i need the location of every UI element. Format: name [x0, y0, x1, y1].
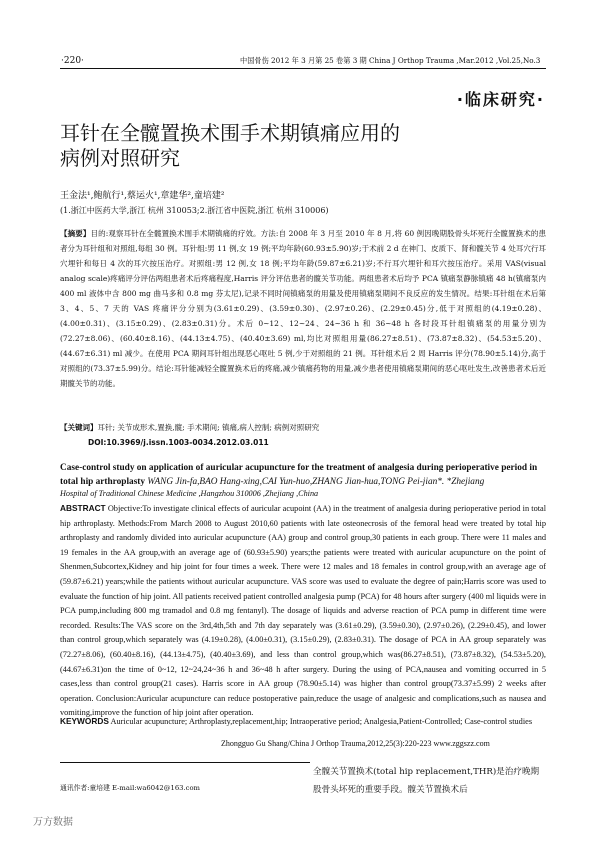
english-affiliation: Hospital of Traditional Chinese Medicine ,Hangzhou 310006 ,Zhejiang ,China	[60, 489, 319, 498]
en-keywords-label: KEYWORDS	[60, 716, 109, 726]
footnote-rule	[60, 762, 310, 763]
corresponding-author-footnote: 通讯作者:童培建 E-mail:wa6042@163.com	[60, 784, 200, 792]
cn-abstract-label: 【摘要】	[60, 229, 91, 238]
english-abstract	[60, 501, 546, 721]
cn-abstract-text: 目的:观察耳针在全髋置换术围手术期镇痛的疗效。方法:自 2008 年 3 月至 2010 年 8 月,将 60 例因晚期股骨头坏死行全髋置换术的患者分为耳针组和对照组,每组 30 例。耳针组:男 11 例,女 19 例;平均年龄(60.93±5.90)岁;于术前 2 d 在神门、皮质下、肾和髋关节 4 处耳穴行耳穴埋针和每日 4 次的耳穴按压治疗。对照组:男 12 例,女 18 例;平均年龄(59.87±6.21)岁;不行耳穴埋针和耳穴按压治疗。采用 VAS(visual analog scale)疼痛评分评估两组患者术后疼痛程度,Harris 评分评估患者的髋关节功能。两组患者术后均予 PCA 镇痛泵静脉镇痛 48 h(镇痛泵内 400 ml 液体中含 800 mg 曲马多和 0.8 mg 芬太尼),记录不同时间镇痛泵的用量及使用镇痛泵期间不良反应的发生情况。结果:耳针组在术后第 3、4、5、7 天的 VAS 疼痛评分分别为(3.61±0.29)、(3.59±0.30)、(2.97±0.26)、(2.29±0.45)分,低于对照组的(4.19±0.28)、(4.00±0.31)、(3.15±0.29)、(2.83±0.31)分。术后 0~12、12~24、24~36 h 和 36~48 h 各时段耳针组镇痛泵的用量分别为(72.27±8.06)、(60.40±8.16)、(44.13±4.75)、(40.40±3.69) ml,均比对照组用量(86.27±8.51)、(73.87±8.32)、(54.53±5.20)、(44.67±6.31) ml 减少。在使用 PCA 期间耳针组出现恶心呕吐 5 例,少于对照组的 21 例。耳针组术后 2 周 Harris 评分(78.90±5.14)分,高于对照组的(73.37±5.99)分。结论:耳针能减轻全髋置换术后的疼痛,减少镇痛药物的用量,减少患者使用镇痛泵期间的恶心呕吐发生,改善患者术后近期髋关节的功能。	[60, 229, 546, 388]
en-keywords-text: Auricular acupuncture; Arthroplasty,replacement,hip; Intraoperative period; Analgesia,Patient-Controlled; Case-control studies	[110, 717, 533, 726]
author-list: 王金法¹,鲍航行¹,蔡运火¹,章建华²,童培建²	[60, 191, 225, 201]
page-number: ·220·	[61, 56, 84, 66]
affiliation: (1.浙江中医药大学,浙江 杭州 310053;2.浙江省中医院,浙江 杭州 310006)	[60, 206, 329, 215]
cn-keywords-label: 【关键词】	[60, 423, 98, 432]
section-label: ·临床研究·	[456, 90, 545, 109]
english-authors: WANG Jin-fa,BAO Hang-xing,CAI Yun-huo,ZHANG Jian-hua,TONG Pei-jian*. *Zhejiang	[147, 477, 485, 487]
citation-line: Zhongguo Gu Shang/China J Orthop Trauma,2012,25(3):220-223 www.zggszz.com	[221, 739, 490, 748]
en-abstract-text: Objective:To investigate clinical effects of auricular acupoint (AA) in the treatment of analgesia during perioperative period in total hip arthroplasty. Methods:From March 2008 to August 2010,60 patients with late osteonecrosis of the femoral head were treated by total hip arthroplasty and randomly divided into auricular acupuncture (AA) group and control group,30 patients in each group. There were 11 males and 19 females in the AA group,with an average age of (60.93±5.90) years;the patients were treated with auricular acupuncture on the point of Shenmen,Subcortex,Kidney and hip joint for four times a week. There were 12 males and 18 females in control group,with an average age of (59.87±6.21) years;while the patients without auricular acupuncture. VAS score was used to evaluate the degree of pain;Harris score was used to evaluate the function of hip joint. All patients received patient controlled analgesia pump (PCA) for 48 hours after surgery (400 ml liquids were in PCA pump,including 800 mg tramadol and 0.8 mg fentanyl). The dosage of liquids and adverse reaction of PCA pump in different time were recorded. Results:The VAS score on the 3rd,4th,5th and 7th day separately was (3.61±0.29), (3.59±0.30), (2.97±0.26), (2.29±0.45), and lower than control group,which separately was (4.19±0.28), (4.00±0.31), (3.15±0.29), (2.83±0.31). The dosage of PCA in AA group separately was (72.27±8.06), (60.40±8.16), (44.13±4.75), (40.40±3.69), and less than control group,which was(86.27±8.51), (73.87±8.32), (54.53±5.20), (44.67±6.31)on the time of 0~12, 12~24,24~36 h and 36~48 h after surgery. During the using of PCA,nausea and vomiting occurred in 5 cases,less than control group(21 cases). Harris score in AA group (78.90±5.14) was higher than control group(73.37±5.99) 2 weeks after operation. Conclusion:Auricular acupuncture can reduce postoperative pain,reduce the usage of analgesic and complications,such as nausea and vomiting,improve the function of hip joint after operation.	[60, 504, 547, 718]
title-line-2: 病例对照研究	[60, 146, 180, 170]
cn-keywords-text: 耳针; 关节成形术,置换,髋; 手术期间; 镇痛,病人控制; 病例对照研究	[97, 423, 320, 432]
journal-header: 中国骨伤 2012 年 3 月第 25 卷第 3 期 China J Orthop Trauma ,Mar.2012 ,Vol.25,No.3	[240, 56, 541, 65]
article-title	[60, 121, 400, 171]
english-title: Case-control study on application of auricular acupuncture for the treatment of analgesia during perioperative period in total hip arthroplasty	[60, 463, 538, 487]
chinese-abstract	[60, 226, 546, 391]
doi: DOI:10.3969/j.issn.1003-0034.2012.03.011	[88, 438, 269, 447]
watermark: 万方数据	[33, 817, 73, 828]
english-keywords	[60, 714, 546, 729]
header-rule	[60, 68, 546, 69]
english-title-block	[60, 461, 546, 489]
chinese-keywords	[60, 421, 546, 435]
title-line-1: 耳针在全髋置换术围手术期镇痛应用的	[60, 121, 400, 145]
en-abstract-label: ABSTRACT	[60, 503, 106, 513]
body-text-start: 全髋关节置换术(total hip replacement,THR)是治疗晚期股骨头坏死的重要手段。髋关节置换术后	[313, 767, 540, 795]
